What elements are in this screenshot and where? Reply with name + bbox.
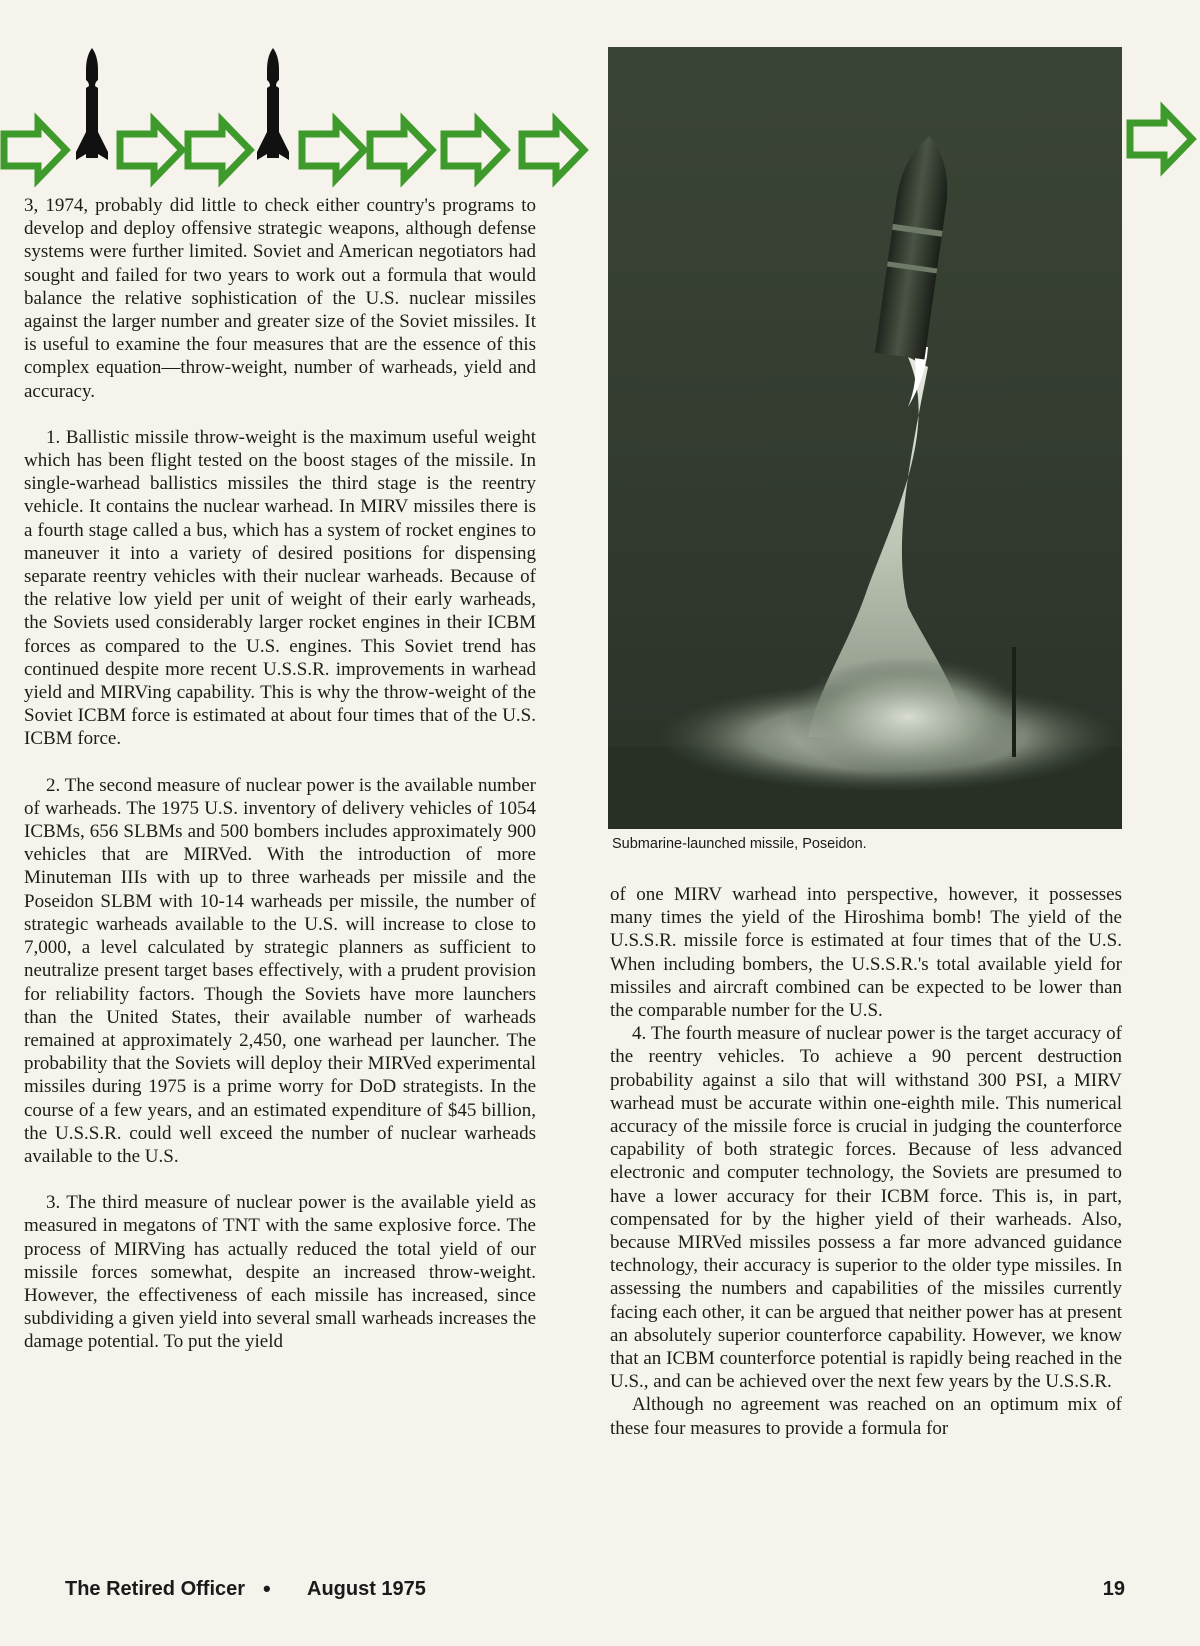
article-paragraph: 2. The second measure of nuclear power is the available number of warheads. The 1975 U.S. inventory of delivery vehicles of 1054 ICBMs, 656 SLBMs and 500 bombers includes approximately 900 vehicles that are MIRVed. With the introduction of more Minuteman IIIs with up to three warheads per missile and the Poseidon SLBM with 10-14 warheads per missile, the number of strategic warheads available to the U.S. will increase to close to 7,000, a level calculated by strategic planners as sufficient to neutralize present target bases effectively, with a prudent provision for reliability factors. Though the Soviets have more launchers than the United States, their available number of warheads remained at approximately 2,450, one warhead per launcher. The probability that the Soviets will deploy their MIRVed experimental missiles during 1975 is a prime worry for DoD strategists. In the course of a few years, and an estimated expenditure of $45 billion, the U.S.S.R. could well exceed the number of nuclear warheads available to the U.S. <box>24 774 536 1167</box>
article-right-column <box>610 883 1122 1440</box>
missile-icon <box>76 48 108 160</box>
page-footer <box>65 1578 1125 1608</box>
arrow-icon <box>188 121 250 179</box>
photo-caption: Submarine-launched missile, Poseidon. <box>612 836 867 852</box>
article-paragraph: 4. The fourth measure of nuclear power is the target accuracy of the reentry vehicles. To achieve a 90 percent destruction probability against a silo that will withstand 300 PSI, a MIRV warhead must be accurate within one-eighth mile. This numerical accuracy of the missile force is crucial in judging the counterforce capability of both strategic forces. Because of less advanced electronic and computer technology, the Soviets are presumed to have a lower accuracy for their ICBM force. This is, in part, compensated for by the higher yield of their warheads. Also, because MIRVed missiles possess a far more advanced guidance technology, their accuracy is superior to the older type missiles. In assessing the numbers and capabilities of the missiles currently facing each other, it can be argued that neither power has at present an absolutely superior counterforce capability. However, we know that an ICBM counterforce potential is rapidly being reached in the U.S., and can be achieved over the next few years by the U.S.S.R. <box>610 1023 1122 1393</box>
publication-name: The Retired Officer <box>65 1578 246 1600</box>
page-number: 19 <box>1102 1578 1125 1600</box>
missile-launch-photo <box>608 47 1122 829</box>
arrow-icon <box>1130 110 1192 168</box>
arrow-icon <box>370 121 432 179</box>
arrow-icon <box>444 121 506 179</box>
arrow-icon <box>522 121 584 179</box>
arrow-icon <box>302 121 364 179</box>
missile-icon <box>257 48 289 160</box>
article-paragraph: 3. The third measure of nuclear power is the available yield as measured in megatons of TNT with the same explosive force. The process of MIRVing has actually reduced the total yield of our missile forces somewhat, despite an increased throw-weight. However, the effectiveness of each missile has increased, since subdividing a given yield into several small warheads increases the damage potential. To put the yield <box>24 1192 536 1353</box>
article-paragraph: Although no agreement was reached on an optimum mix of these four measures to provide a formula for <box>610 1394 1122 1439</box>
footer-separator: • <box>263 1576 271 1601</box>
article-paragraph: of one MIRV warhead into perspective, however, it possesses many times the yield of the Hiroshima bomb! The yield of the U.S.S.R. missile force is estimated at four times that of the U.S. When including bombers, the U.S.S.R.'s total available yield for missiles and aircraft combined can be expected to be lower than the comparable number for the U.S. <box>610 884 1122 1022</box>
arrow-icon <box>4 121 66 179</box>
article-paragraph: 1. Ballistic missile throw-weight is the maximum useful weight which has been flight tested on the boost stages of the missile. In single-warhead ballistics missiles the third stage is the reentry vehicle. It contains the nuclear warhead. In MIRV missiles there is a fourth stage called a bus, which has a system of rocket engines to maneuver it into a variety of desired positions for dispensing separate reentry vehicles with their nuclear warheads. Because of the relative low yield per unit of weight of their early warheads, the Soviets used considerably larger rocket engines in their ICBM forces as compared to the U.S. engines. This Soviet trend has continued despite more recent U.S.S.R. improvements in warhead yield and MIRVing capability. This is why the throw-weight of the Soviet ICBM force is estimated at about four times that of the U.S. ICBM force. <box>24 426 536 750</box>
article-left-column <box>24 194 536 1354</box>
missile-launch-illustration <box>608 47 1122 829</box>
arrow-icon <box>120 121 182 179</box>
article-paragraph: 3, 1974, probably did little to check either country's programs to develop and deploy offensive strategic weapons, although defense systems were further limited. Soviet and American negotiators had sought and failed for two years to work out a formula that would balance the relative sophistication of the U.S. nuclear missiles against the larger number and greater size of the Soviet missiles. It is useful to examine the four measures that are the essence of this complex equation—throw-weight, number of warheads, yield and accuracy. <box>24 195 536 402</box>
issue-date: August 1975 <box>307 1578 426 1600</box>
